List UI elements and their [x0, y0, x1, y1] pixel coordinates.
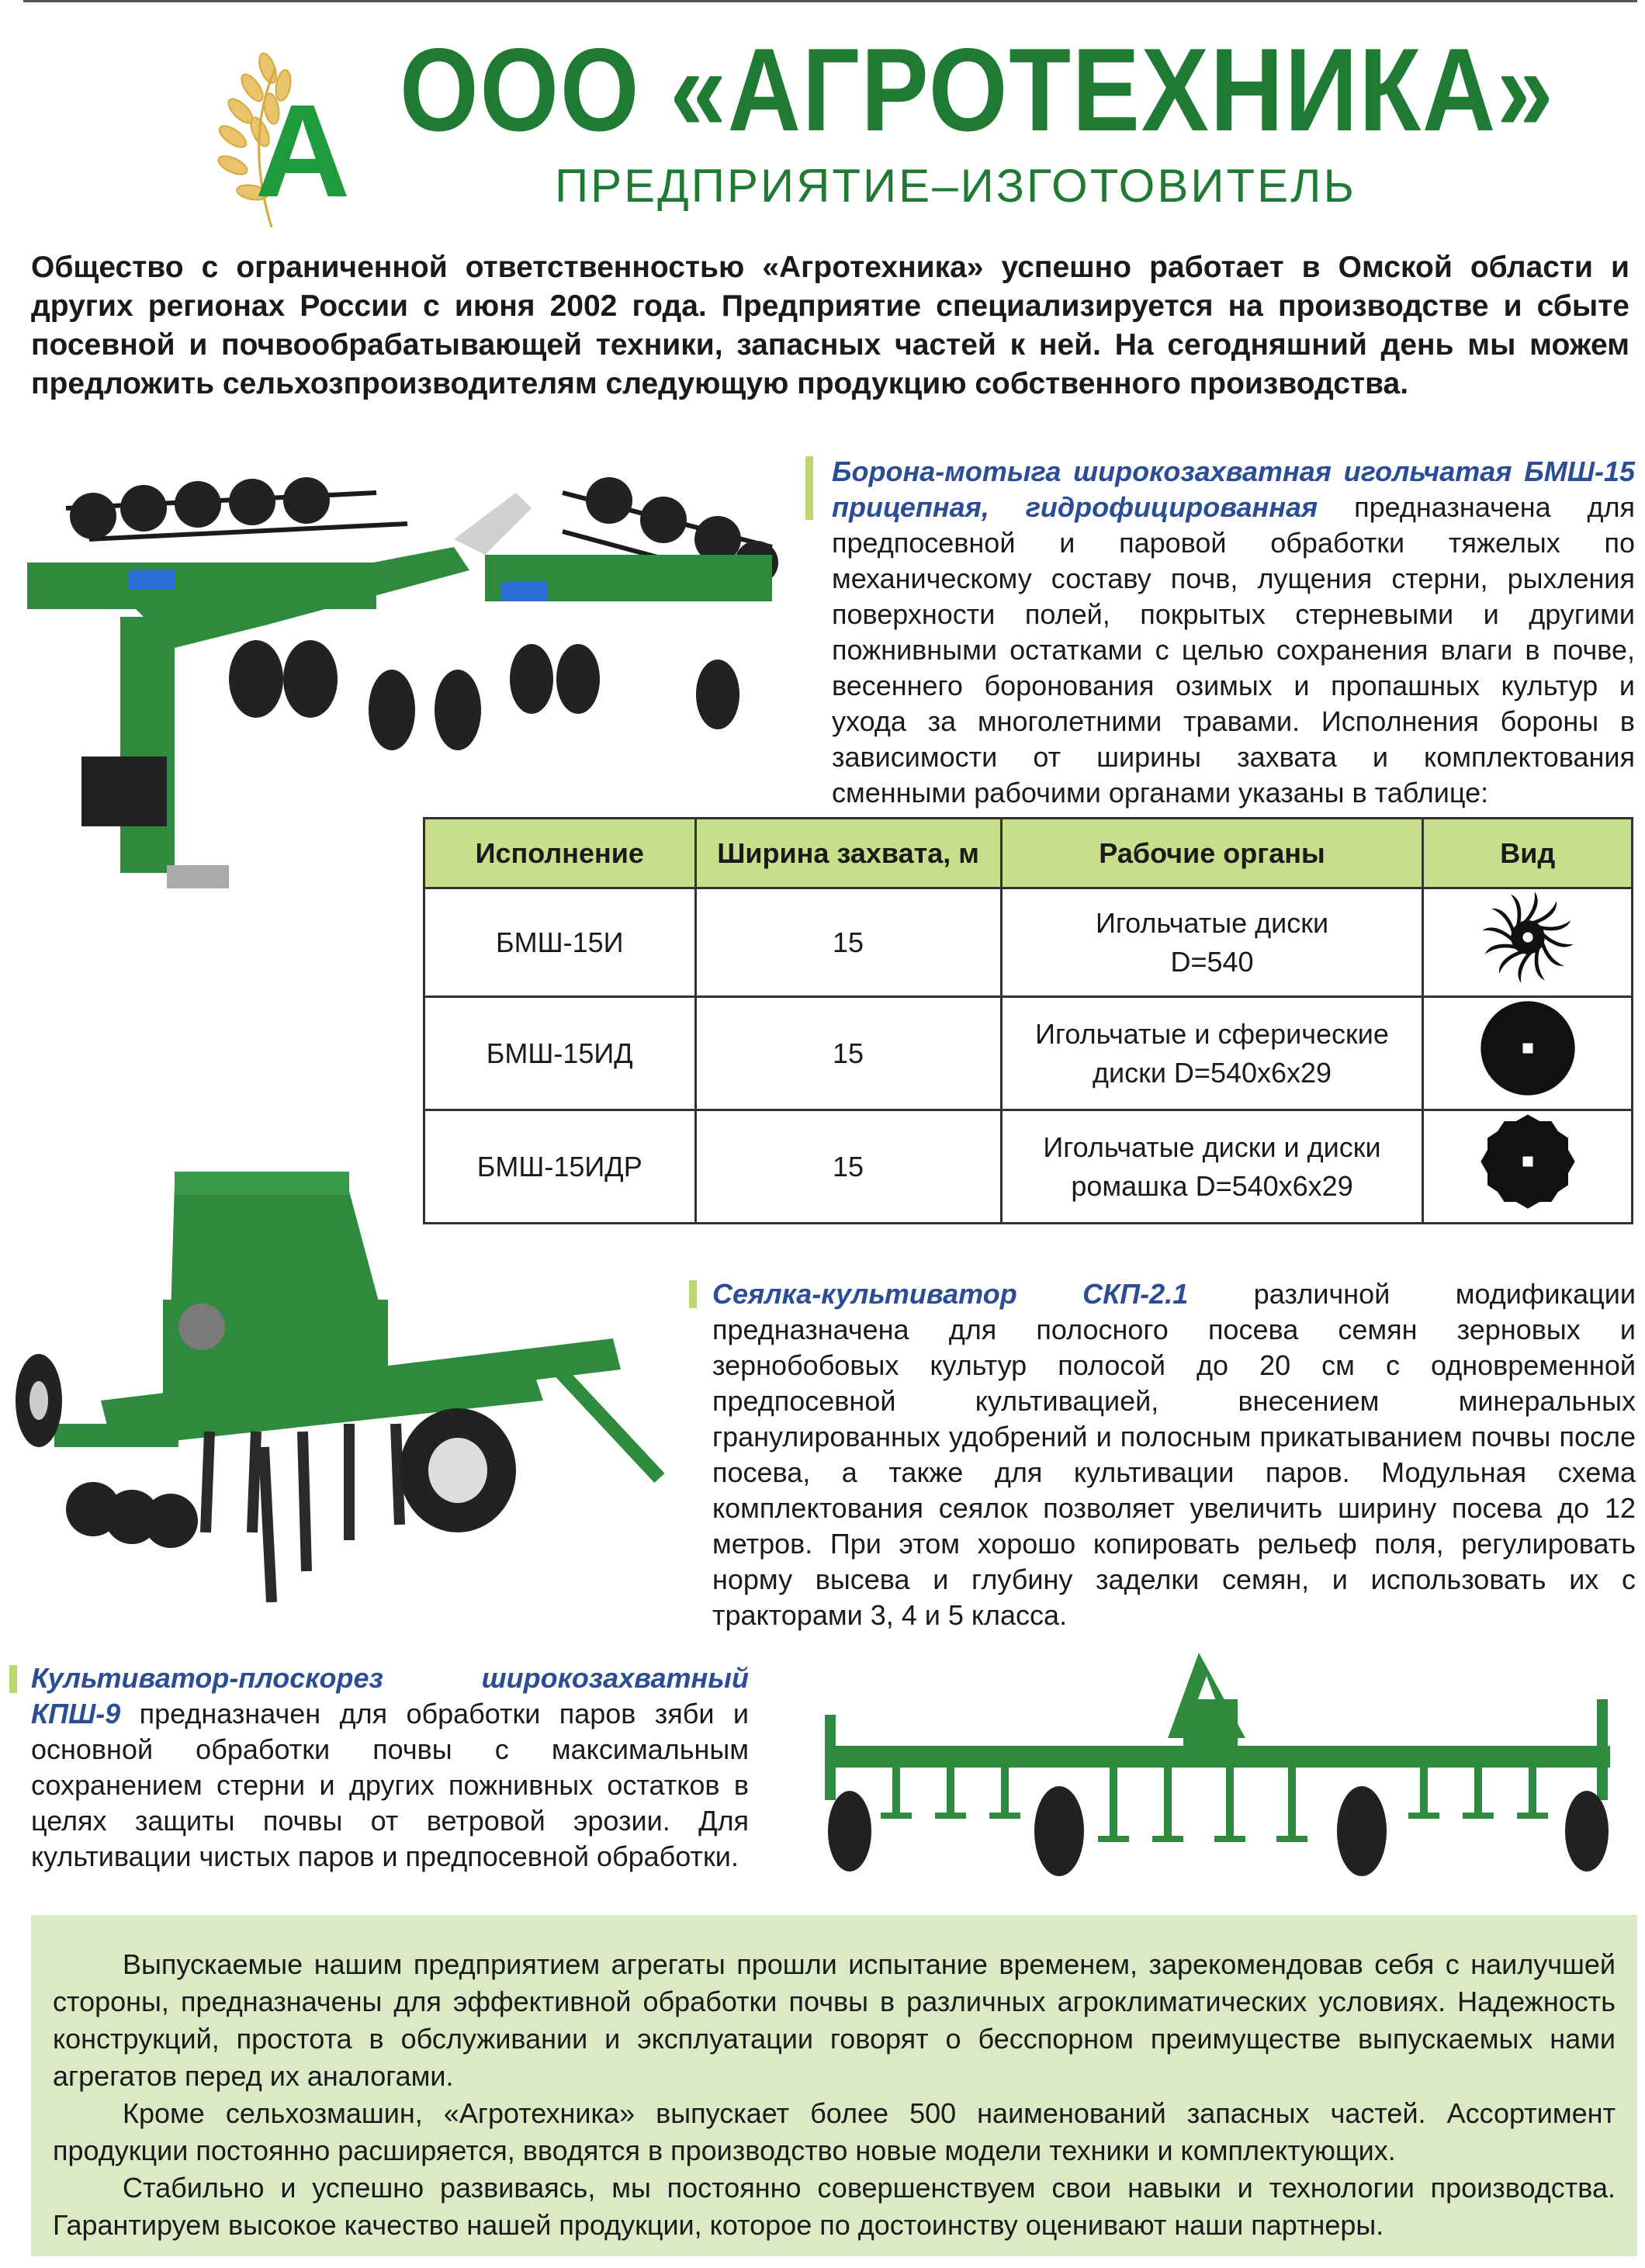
closing-section — [31, 1915, 1637, 2256]
table-cell-view — [1423, 888, 1633, 997]
spec-table — [423, 817, 1633, 1224]
notched-disc-icon — [1474, 1111, 1582, 1212]
intro-paragraph: Общество с ограниченной ответственностью «Агротехника» успешно работает в Омской области и других регионах России с июня 2002 года. Предприятие специализируется на производстве и сбыте посевной и почвообрабатывающей техники, запасных частей к ней. На сегодняшний день мы можем предложить сельхозпроизводителям следующую продукцию собственного производства. — [31, 251, 1629, 400]
skp-text: различной модификации предназначена для полосного посева семян зерновых и зернобобовых культур полосой до 20 см с одновременной предпосевной культивацией, внесением минеральных гранулированных удобрений и полосным прикатыванием почвы после посева, а также для культивации паров. Модульная схема комплектования сеялок позволяет увеличить ширину посева до 12 метров. При этом хорошо копировать рельеф поля, регулировать норму высева и глубину заделки семян, и использовать их с тракторами 3, 4 и 5 класса. — [712, 1278, 1636, 1631]
accent-bar — [689, 1280, 697, 1308]
skp-description — [712, 1276, 1636, 1633]
organs-line-1: Игольчатые и сферические — [1035, 1017, 1389, 1050]
table-header-row — [424, 819, 1633, 888]
table-row — [424, 888, 1633, 997]
spherical-disc-icon — [1474, 998, 1582, 1099]
table-cell-organs — [1001, 888, 1423, 997]
cultivator-kpsh-9-image — [819, 1645, 1633, 1878]
wheat-logo-icon — [198, 37, 376, 231]
table-header: Вид — [1423, 819, 1633, 888]
bmsh-description — [832, 454, 1635, 811]
bmsh-lead: Борона-мотыга широкозахватная игольчатая БМШ-15 прицепная, гидрофицированная — [832, 455, 1635, 523]
accent-bar — [9, 1665, 17, 1693]
closing-paragraph: Стабильно и успешно развиваясь, мы постоянно совершенствуем свои навыки и технологии производства. Гарантируем высокое качество нашей продукции, которое по достоинству оценивают наши партнеры. — [53, 2172, 1616, 2241]
table-cell-organs — [1001, 1110, 1423, 1224]
closing-paragraph: Выпускаемые нашим предприятием агрегаты прошли испытание временем, зарекомендовав себя с наилучшей стороны, предназначены для эффективной обработки почвы в различных агроклиматических условиях. Надежность конструкций, простота в обслуживании и эксплуатации говорят о бесспорном преимуществе выпускаемых нами агрегатов перед их аналогами. — [53, 1948, 1616, 2092]
organs-line-1: Игольчатые диски — [1095, 906, 1329, 939]
company-subtitle: ПРЕДПРИЯТИЕ–ИЗГОТОВИТЕЛЬ — [555, 160, 1356, 212]
table-cell-width: 15 — [695, 1110, 1001, 1224]
organs-line-1: Игольчатые диски и диски — [1043, 1131, 1381, 1163]
table-row — [424, 997, 1633, 1110]
company-title: ООО «АГРОТЕХНИКА» — [400, 24, 1555, 156]
kpsh-description — [31, 1660, 749, 1875]
logo-letter: А — [255, 78, 351, 225]
skp-lead: Сеялка-культиватор СКП-2.1 — [712, 1278, 1189, 1310]
kpsh-lead: Культиватор-плоскорез широкозахватный КПШ-9 — [31, 1662, 749, 1730]
table-cell-model: БМШ-15И — [424, 888, 696, 997]
needle-disc-icon — [1474, 891, 1582, 984]
closing-paragraph: Кроме сельхозмашин, «Агротехника» выпускает более 500 наименований запасных частей. Ассортимент продукции постоянно расширяется, вводятся в производство новые модели техники и комплектующих. — [53, 2097, 1616, 2166]
table-cell-view — [1423, 997, 1633, 1110]
table-header: Ширина захвата, м — [695, 819, 1001, 888]
table-cell-model: БМШ-15ИДР — [424, 1110, 696, 1224]
table-cell-width: 15 — [695, 997, 1001, 1110]
table-cell-organs — [1001, 997, 1423, 1110]
table-header: Исполнение — [424, 819, 696, 888]
bmsh-text: предназначена для предпосевной и паровой обработки тяжелых по механическому составу почв, лущения стерни, рыхления поверхности полей, покрытых стерневыми и другими пожнивными остатками с целью сохранения влаги в почве, весеннего боронования озимых и пропашных культур и ухода за многолетними травами. Исполнения бороны в зависимости от ширины захвата и комплектования сменными рабочими органами указаны в таблице: — [832, 491, 1636, 809]
table-cell-width: 15 — [695, 888, 1001, 997]
kpsh-text: предназначен для обработки паров зяби и основной обработки почвы с максимальным сохранением стерни и других пожнивных остатков в целях защиты почвы от ветровой эрозии. Для культивации чистых паров и предпосевной обработки. — [31, 1698, 749, 1872]
seeder-skp-2-1-image — [8, 1168, 667, 1602]
table-cell-view — [1423, 1110, 1633, 1224]
organs-line-2: ромашка D=540х6х29 — [1071, 1169, 1353, 1202]
accent-bar — [805, 456, 813, 520]
table-header: Рабочие органы — [1001, 819, 1423, 888]
organs-line-2: диски D=540х6х29 — [1092, 1056, 1332, 1089]
top-rule — [23, 0, 1637, 2]
organs-line-2: D=540 — [1170, 945, 1254, 978]
table-cell-model: БМШ-15ИД — [424, 997, 696, 1110]
